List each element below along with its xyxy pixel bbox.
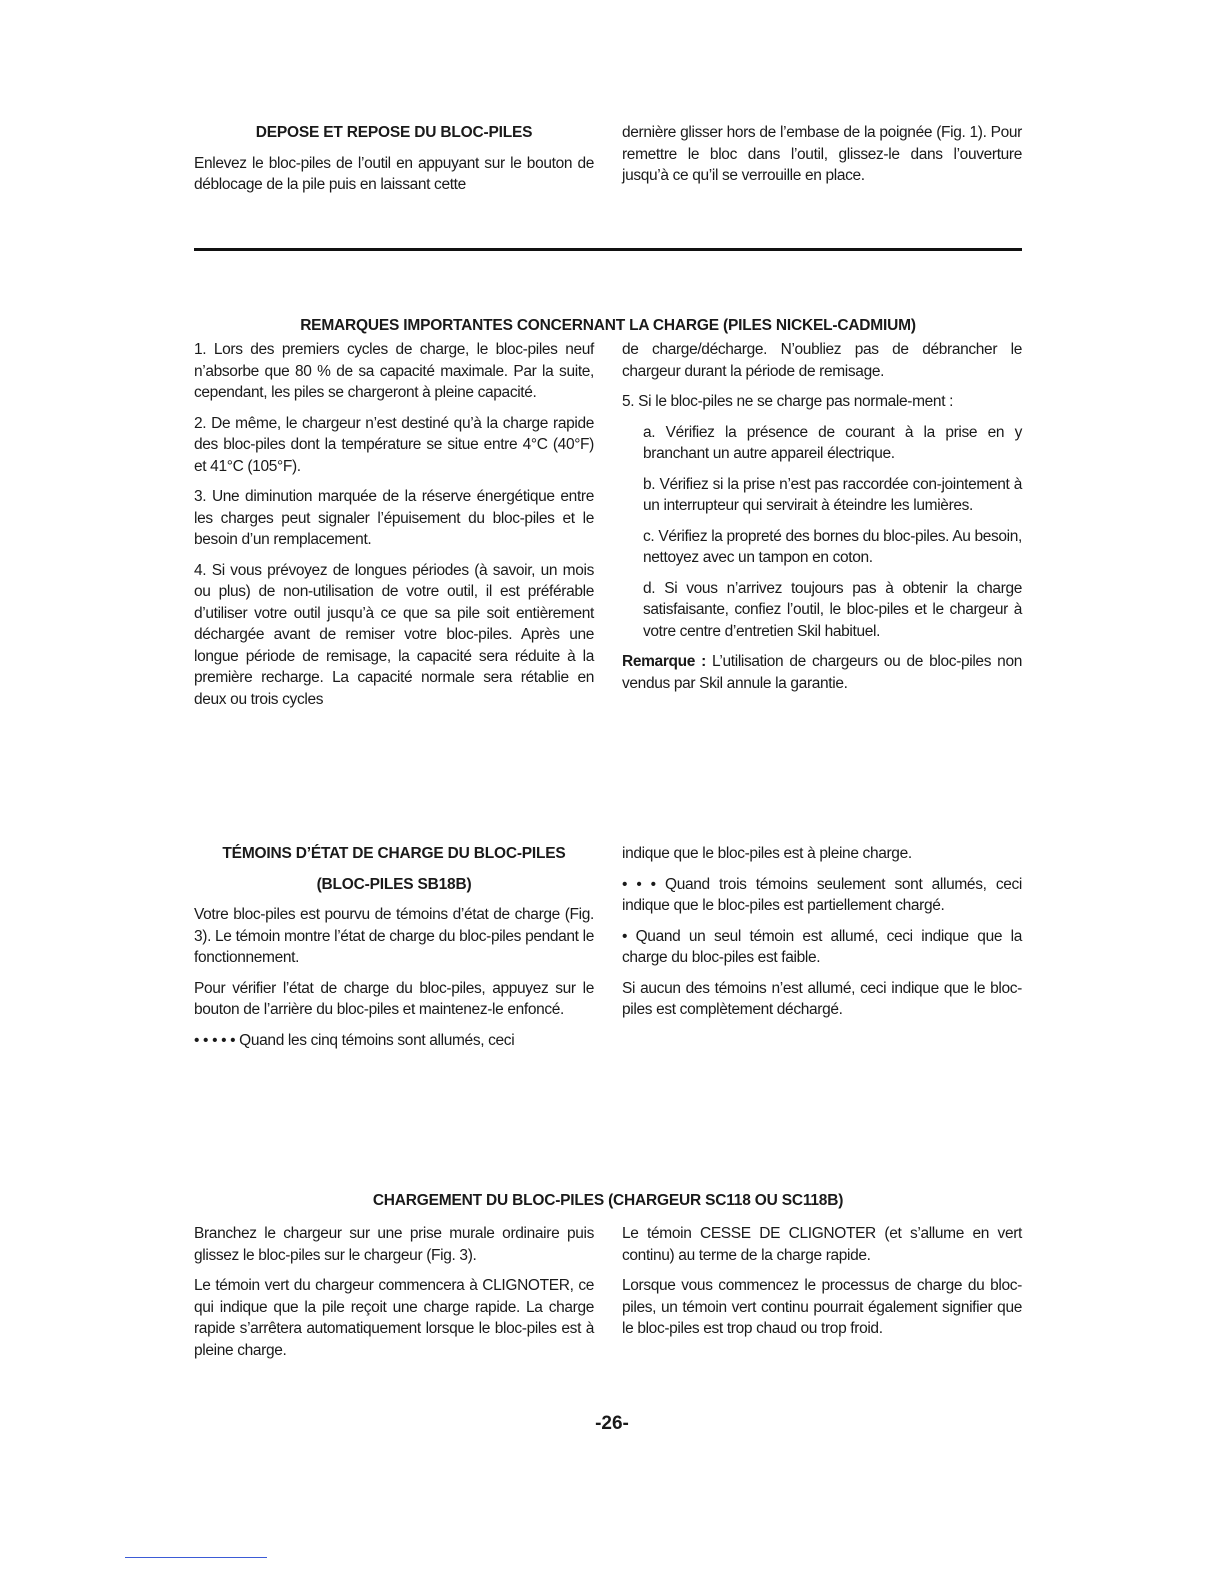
three-indicators xyxy=(622,874,1022,917)
section4-heading: CHARGEMENT DU BLOC-PILES (CHARGEUR SC118 OU SC118B) xyxy=(372,1192,844,1209)
section3-heading-line2: (BLOC-PILES SB18B) xyxy=(316,875,472,893)
five-dots-icon: • • • • • xyxy=(194,1031,236,1049)
note-item-2: 2. De même, le chargeur n’est destiné qu’à la charge rapide des bloc-piles dont la température se situe entre 4°C (40°F) et 41°C (105°F). xyxy=(194,414,594,475)
section2-left-column xyxy=(194,339,594,710)
remark-text: L’utilisation de chargeurs ou de bloc-piles non vendus par Skil annule la garantie. xyxy=(622,653,1022,692)
section1-right-column xyxy=(622,122,1022,187)
five-indicators xyxy=(194,1030,594,1052)
section1-left-column xyxy=(194,122,594,196)
three-dots-icon: • • • xyxy=(622,875,656,893)
sub-item-d: d. Si vous n’arrivez toujours pas à obtenir la charge satisfaisante, confiez l’outil, le bloc-piles et le chargeur à votre centre d’entretien Skil habituel. xyxy=(643,579,1022,640)
note-item-4: 4. Si vous prévoyez de longues périodes (à savoir, un mois ou plus) de non-utilisation de votre outil, il est préférable d’utiliser votre outil jusqu’à ce que sa pile soit entièrement déchargée avant de remiser votre bloc-piles. Après une longue période de remisage, la capacité sera réduite à la première recharge. La capacité normale sera rétablie en deux ou trois cycles xyxy=(194,561,594,708)
five-indicators-continuation: indique que le bloc-piles est à pleine charge. xyxy=(622,845,912,862)
one-indicator-text: Quand un seul témoin est allumé, ceci indique que la charge du bloc-piles est faible. xyxy=(622,927,1022,966)
footer-link-line xyxy=(125,1557,267,1558)
section3-heading-line1: TÉMOINS D’ÉTAT DE CHARGE DU BLOC-PILES xyxy=(222,845,566,862)
note-item-3: 3. Une diminution marquée de la réserve énergétique entre les charges peut signaler l’épuisement du bloc-piles et le besoin d’un remplacement. xyxy=(194,488,594,548)
charging-step-1: Branchez le chargeur sur une prise murale ordinaire puis glissez le bloc-piles sur le chargeur (Fig. 3). xyxy=(194,1225,594,1264)
sub-item-b: b. Vérifiez si la prise n’est pas raccordée con-jointement à un interrupteur qui servirait à éteindre les lumières. xyxy=(643,475,1022,514)
indicator-intro: Votre bloc-piles est pourvu de témoins d’état de charge (Fig. 3). Le témoin montre l’état de charge du bloc-piles pendant le fonctionnement. xyxy=(194,906,594,966)
note-item-5: 5. Si le bloc-piles ne se charge pas normale-ment : xyxy=(622,393,954,410)
note-item-4-continuation: de charge/décharge. N’oubliez pas de débrancher le chargeur durant la période de remisage. xyxy=(622,341,1022,380)
section4-right-column xyxy=(622,1223,1022,1340)
page-number: -26- xyxy=(595,1413,629,1434)
note-item-1: 1. Lors des premiers cycles de charge, le bloc-piles neuf n’absorbe que 80 % de sa capacité maximale. Par la suite, cependant, les piles se chargeront à pleine capacité. xyxy=(194,341,594,401)
one-dot-icon: • xyxy=(622,927,628,945)
section2-right-column xyxy=(622,339,1022,694)
indicator-check: Pour vérifier l’état de charge du bloc-piles, appuyez sur le bouton de l’arrière du bloc-piles et maintenez-le enfoncé. xyxy=(194,979,594,1018)
three-indicators-text: Quand trois témoins seulement sont allumés, ceci indique que le bloc-piles est partiellement chargé. xyxy=(622,875,1022,914)
section2-heading: REMARQUES IMPORTANTES CONCERNANT LA CHARGE (PILES NICKEL-CADMIUM) xyxy=(300,317,916,334)
one-indicator xyxy=(622,926,1022,969)
no-indicator: Si aucun des témoins n’est allumé, ceci indique que le bloc-piles est complètement déchargé. xyxy=(622,979,1022,1018)
section3-left-column xyxy=(194,843,594,1051)
section1-left-text: Enlevez le bloc-piles de l’outil en appuyant sur le bouton de déblocage de la pile puis en laissant cette xyxy=(194,154,594,193)
section3-right-column xyxy=(622,843,1022,1021)
remark-paragraph xyxy=(622,651,1022,694)
charging-temperature: Lorsque vous commencez le processus de charge du bloc-piles, un témoin vert continu pourrait également signifier que le bloc-piles est trop chaud ou trop froid. xyxy=(622,1277,1022,1337)
horizontal-divider xyxy=(194,248,1022,251)
remark-label: Remarque : xyxy=(622,653,706,670)
sub-item-a: a. Vérifiez la présence de courant à la prise en y branchant un autre appareil électrique. xyxy=(643,423,1022,462)
section1-heading: DEPOSE ET REPOSE DU BLOC-PILES xyxy=(255,124,533,141)
charging-step-2: Le témoin vert du chargeur commencera à CLIGNOTER, ce qui indique que la pile reçoit une charge rapide. La charge rapide s’arrêtera automatiquement lorsque le bloc-piles est à pleine charge. xyxy=(194,1277,594,1359)
sub-item-c: c. Vérifiez la propreté des bornes du bloc-piles. Au besoin, nettoyez avec un tampon en coton. xyxy=(643,527,1022,566)
section4-left-column xyxy=(194,1223,594,1361)
five-indicators-text: Quand les cinq témoins sont allumés, ceci xyxy=(235,1031,515,1049)
charging-stop: Le témoin CESSE DE CLIGNOTER (et s’allume en vert continu) au terme de la charge rapide. xyxy=(622,1225,1022,1264)
section1-right-text: dernière glisser hors de l’embase de la poignée (Fig. 1). Pour remettre le bloc dans l’outil, glissez-le dans l’ouverture jusqu’à ce qu’il se verrouille en place. xyxy=(622,124,1022,184)
